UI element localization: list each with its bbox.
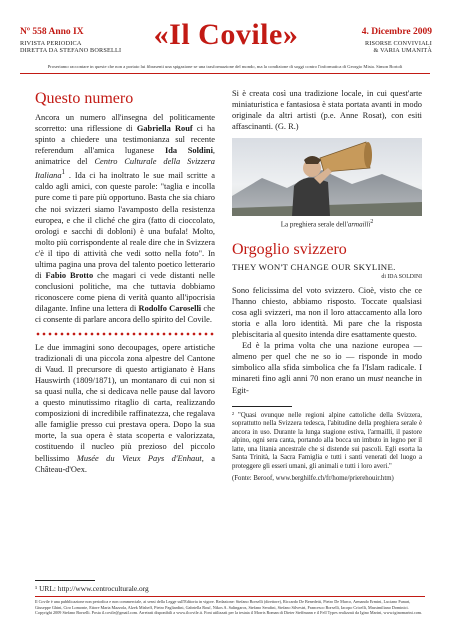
publisher-line: RIVISTA PERIODICA xyxy=(20,40,82,47)
section-title-questo-numero: Questo numero xyxy=(35,90,134,107)
section-subtitle: THEY WON'T CHANGE OUR SKYLINE. xyxy=(232,261,396,272)
footnote-source: (Fonte: Beroof, www.berghilfe.ch/fr/home/prierehouir.htm) xyxy=(232,475,394,483)
masthead-title: «Il Covile» xyxy=(153,18,299,51)
issue-number: Nº 558 Anno IX xyxy=(20,27,84,37)
photo-armailli xyxy=(232,138,422,216)
left-footnote: ¹ URL: http://www.centroculturale.org xyxy=(35,584,149,593)
tagline-line: RISORSE CONVIVIALI xyxy=(364,40,432,47)
section-title-orgoglio: Orgoglio svizzero xyxy=(232,240,347,258)
intro-paragraph: Ancora un numero all'insegna del politicamente scorretto: una riflessione di Gabriella Rouf ci ha spinto a chiedere una testimonianza sul recente referendum all'amica luganese Ida Soldini, animatrice del Centro Culturale della Svizzera Italiana$^1$ . Ida ci ha inoltrato le sue mail scritte a caldo agli amici, con queste parole: "taglia e incolla pure come ti pare più opportuno. Basta che sia chiaro che noi svizzeri siamo l'avamposto della resistenza europea, e che il cliché che gira (fatto di cioccolato, orologi e sacchi di dobloni) è una bufala! Molto, molto più corrispondente al reale dire che in Svizzera c'è il tipo di attività che vedi sotto nella foto". In ultima pagina una prova del talento poetico letterario di Fabio Brotto che magari ci vede distanti nelle conclusioni politiche, ma che tuttavia dobbiamo riconoscere come piena di verità quanto all'ipocrisia dilagante. Infine una lettera di Rodolfo Caroselli che ci consente di parlare ancora dello spirito del Covile. xyxy=(35,113,215,325)
funnel-prayer-illustration xyxy=(232,138,422,216)
decorative-divider xyxy=(35,332,215,336)
publisher-info xyxy=(20,40,121,55)
left-column xyxy=(35,90,215,475)
tagline-right xyxy=(365,40,432,55)
right-intro-paragraph: Si è creata così una tradizione locale, in cui quest'arte miniaturistica e fantasiosa è stata portata avanti in modo originale da altri artisti (p.e. Anne Rosat), con esiti affascinanti. (G. R.) xyxy=(232,89,422,132)
article-paragraph-2: Ed è la prima volta che una nazione europea — almeno per quel che ne so io — risponde in modo simbolico alla sfida simbolica che fa l'Islam radicale. I minareti fino agli anni 70 non erano un must neanche in Egit- xyxy=(232,341,422,395)
decoupage-paragraph: Le due immagini sono decoupages, opere artistiche tradizionali di una piccola zona alpestre del Cantone di Vaud. Il precursore di questo artigianato è Hans Hauswirth (1809/1871), un montanaro di cui non si sa quasi nulla, che si dedicava nelle pause dal lavoro a questo minutissimo ritaglio di carta, realizzando composizioni di incredibile raffinatezza, che regalava alle famiglie presso cui prestava opera. Dopo la sua morte, la sua opera è stata scoperta e valorizzata, costituendo il nucleo più prezioso del piccolo bellissimo Musée du Vieux Pays d'Enhaut, a Château-d'Oex. xyxy=(35,342,215,474)
right-footnote-rule xyxy=(232,406,292,407)
right-column xyxy=(232,88,422,484)
issue-date: 4. Dicembre 2009 xyxy=(361,27,432,37)
photo-caption: La preghiera serale dell'armailli$^2$ xyxy=(280,219,374,229)
tagline-line: & VARIA UMANITÀ xyxy=(373,47,432,55)
footnote-rule xyxy=(35,580,95,581)
article-paragraph-1: Sono felicissima del voto svizzero. Cioè, visto che ce l'hanno chiesto, abbiamo risposto. Toccate qualsiasi cosa agli svizzeri, ma non il loro attaccamento alla loro storia e alla loro identità. Mi pare che la risposta plebiscitaria al quesito intenda dire esattamente questo. xyxy=(232,285,422,340)
colophon-rule xyxy=(35,596,425,597)
director-line: DIRETTA DA STEFANO BORSELLI xyxy=(20,47,122,55)
article-attribution: di IDA SOLDINI xyxy=(381,273,422,280)
right-footnote: ² "Quasi ovunque nelle regioni alpine cattoliche della Svizzera, soprattutto nella Svizzera tedesca, l'abitudine della preghiera serale è ancora in uso. Durante la lunga stagione estiva, l'armailli, il pastore alpino, ogni sera canta, portando alla bocca un imbuto in legno per il latte, una litania ancestrale che si distende sui pascoli. Egli esorta la Santa Trinità, la Sacra Famiglia e tutti i santi venerati del luogo a proteggere gli esseri umani, gli animali e tutti i loro averi." xyxy=(232,411,422,470)
colophon: Il Covile è una pubblicazione non periodica e non commerciale, ai sensi della Legge sull'Editoria in vigore. Redazione: Stefano Borselli (direttore), Riccardo De Benedetti, Pietro De Marco, Armando Ermini, Luciano Funari, Giuseppe Ghini, Ciro Lomonte, Ettore Maria Mazzola, Alzek Misheff, Pietro Pagliardini, Gabriella Rouf, Nikos A. Salingaros, Stefano Serafini, Stefano Silvestri, Francesco Borselli, Iacopo Cricelli, Massimiliano Dominici. Copyright 2009 Stefano Borselli. Posta il.covile@gmail.com. Arretrati disponibili a www.ilcovile.it. Font utilizzati per la testata il Morris Roman di Dieter Steffmann e il Fell Types realizzati da Igino Marini, www.iginomarini.com. xyxy=(35,599,423,616)
masthead-subtitle: Proseriamo raccontare in queste che non a portato lui fibrasenti una spigazione se una trasformazione del mondo, ma la condizione di soggi contro l'informatica di Georgio Mista. Simon Bortoli xyxy=(47,64,403,69)
header-rule xyxy=(20,73,430,74)
